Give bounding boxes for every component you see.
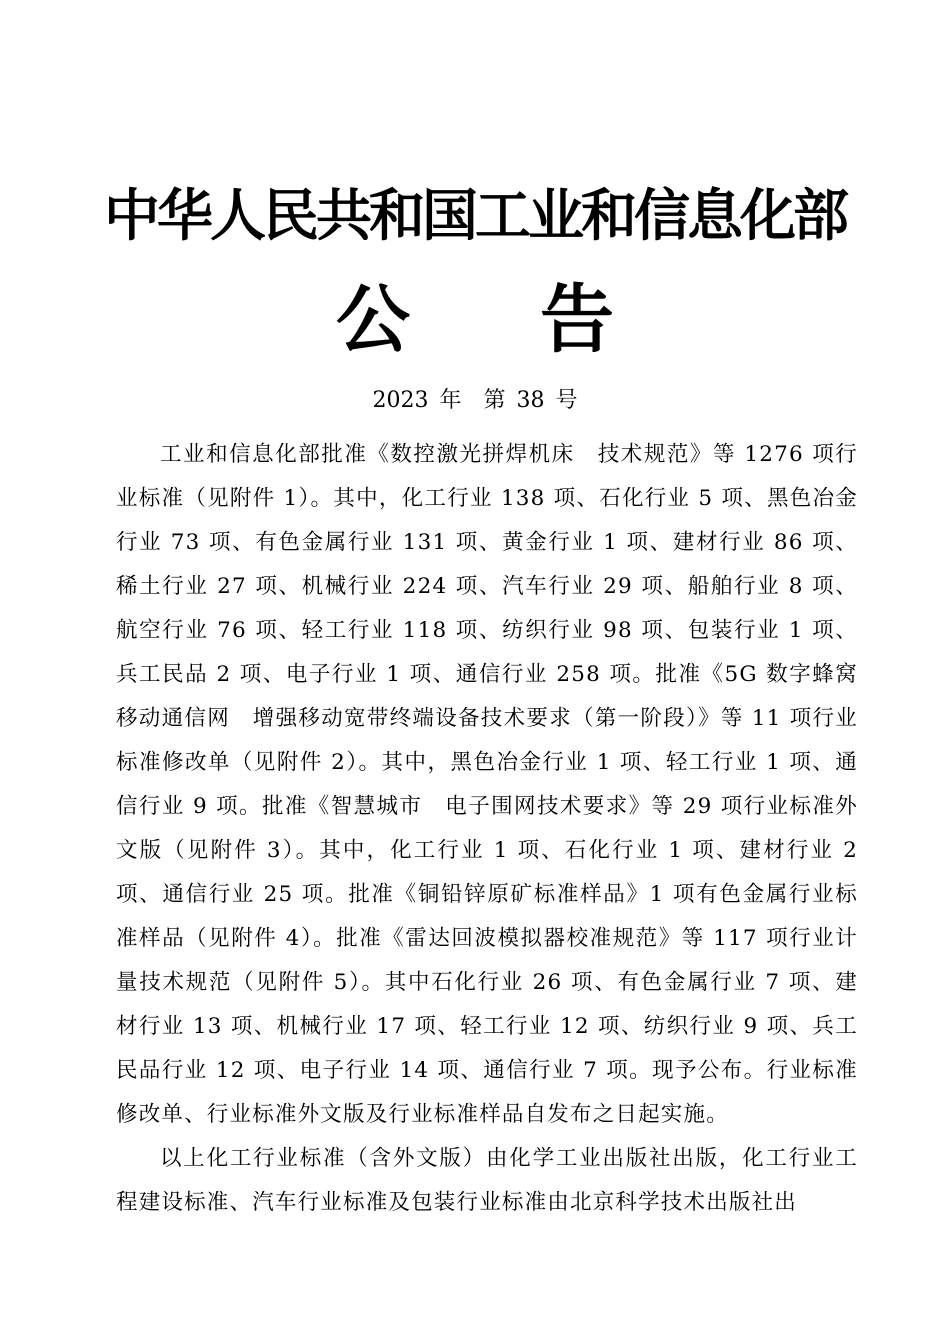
- body-paragraph-1: 工业和信息化部批准《数控激光拼焊机床 技术规范》等 1276 项行业标准（见附件 1）。其中，化工行业 138 项、石化行业 5 项、黑色冶金行业 73 项、有色金属行业 131 项、黄金行业 1 项、建材行业 86 项、稀土行业 27 项、机械行业 224 项、汽车行业 29 项、船舶行业 8 项、航空行业 76 项、轻工行业 118 项、纺织行业 98 项、包装行业 1 项、兵工民品 2 项、电子行业 1 项、通信行业 258 项。批准《5G 数字蜂窝移动通信网 增强移动宽带终端设备技术要求（第一阶段）》等 11 项行业标准修改单（见附件 2）。其中，黑色冶金行业 1 项、轻工行业 1 项、通信行业 9 项。批准《智慧城市 电子围网技术要求》等 29 项行业标准外文版（见附件 3）。其中，化工行业 1 项、石化行业 1 项、建材行业 2 项、通信行业 25 项。批准《铜铅锌原矿标准样品》1 项有色金属行业标准样品（见附件 4）。批准《雷达回波模拟器校准规范》等 117 项行业计量技术规范（见附件 5）。其中石化行业 26 项、有色金属行业 7 项、建材行业 13 项、机械行业 17 项、轻工行业 12 项、纺织行业 9 项、兵工民品行业 12 项、电子行业 14 项、通信行业 7 项。现予公布。行业标准修改单、行业标准外文版及行业标准样品自发布之日起实施。: [116, 442, 859, 1127]
- document-number: 2023 年 第 38 号: [372, 388, 578, 413]
- document-type-char-1: 公: [336, 277, 410, 363]
- document-type-char-2: 告: [540, 277, 614, 363]
- issuing-organization-title: 中华人民共和国工业和信息化部: [104, 184, 846, 249]
- document-type-heading: [0, 278, 950, 362]
- announcement-body: [116, 433, 858, 1225]
- body-paragraph-2: 以上化工行业标准（含外文版）由化学工业出版社出版，化工行业工程建设标准、汽车行业标准及包装行业标准由北京科学技术出版社出: [116, 1146, 858, 1215]
